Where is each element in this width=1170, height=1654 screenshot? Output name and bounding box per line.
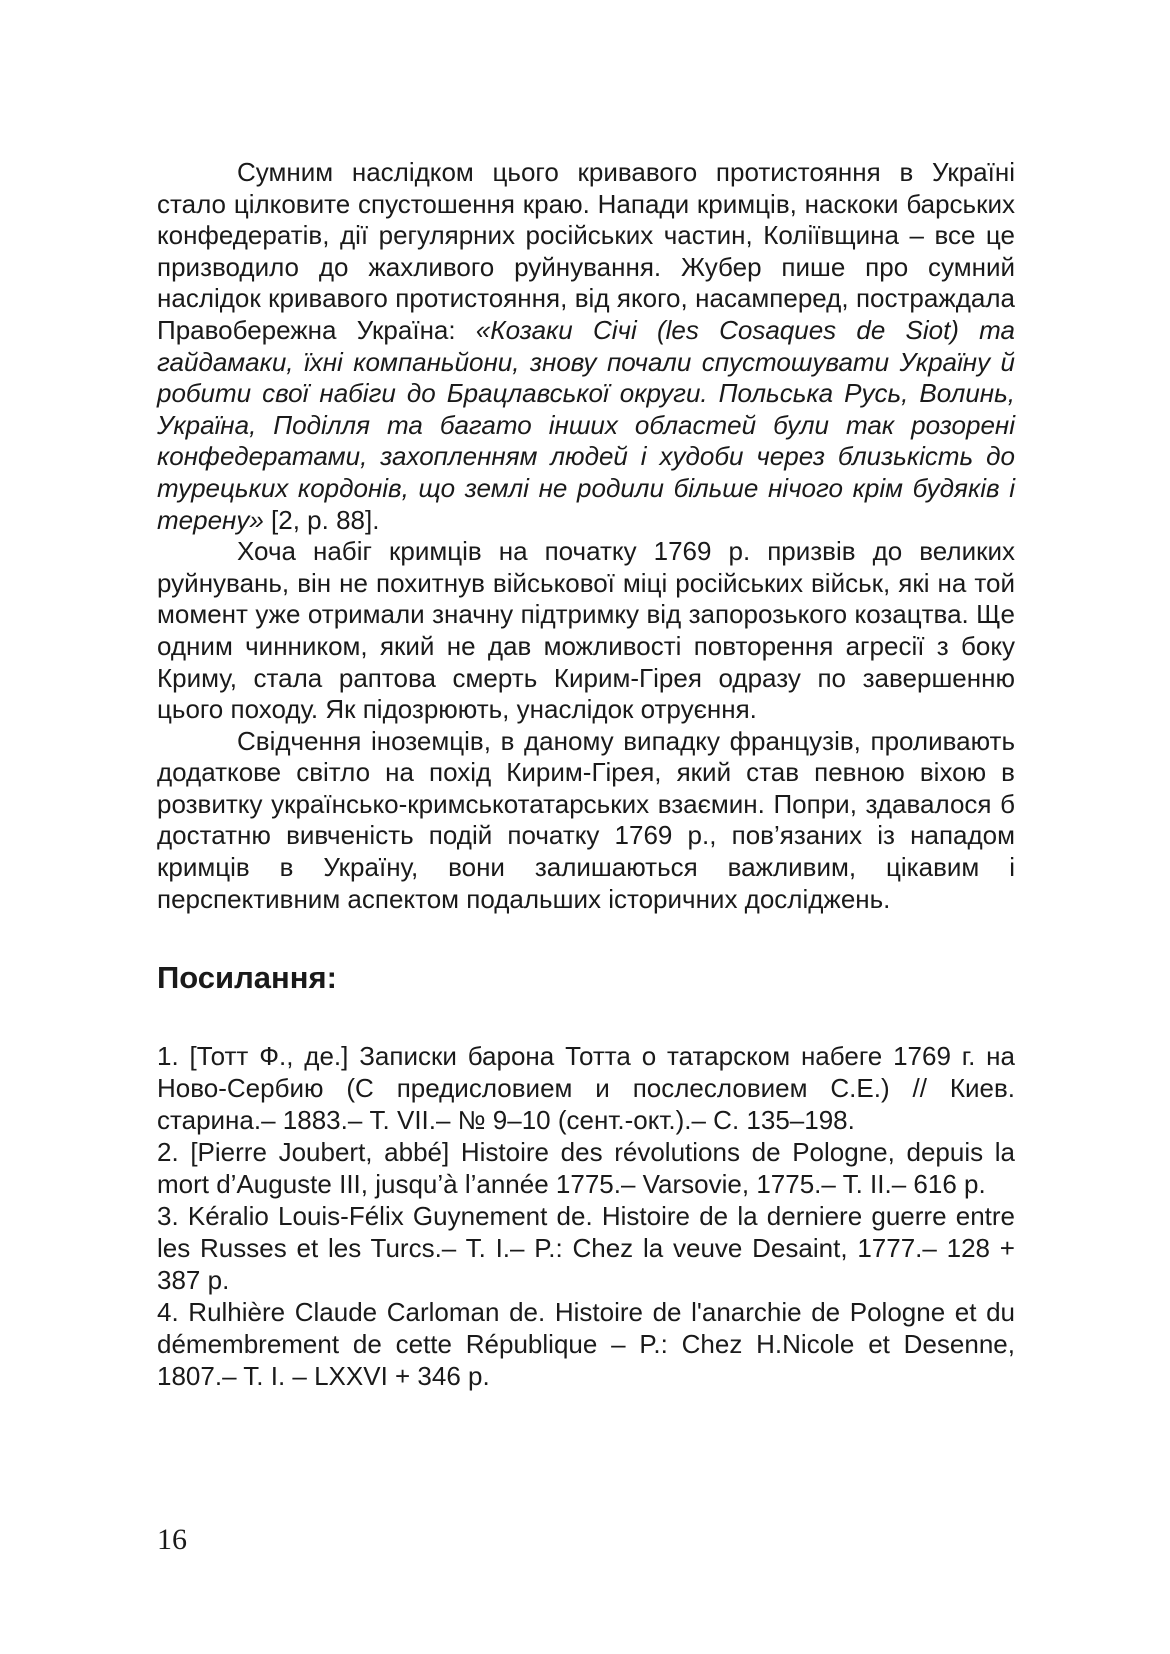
paragraph-1-text: Сумним наслідком цього кривавого протистояння в Україні стало цілковите спустошення краю. Напади кримців, наскоки барських конфедератів, дії регулярних російських частин, Коліївщина – все це призводило до жахливого руйнування. Жубер пише про сумний наслідок кривавого протистояння, від якого, насамперед, постраждала Правобережна Україна: [157, 157, 1015, 345]
paragraph-1-quote: «Козаки Січі (les Cosaques de Siot) та гайдамаки, їхні компаньйони, знову почали спустошувати Україну й робити свої набіги до Брацлавської округи. Польська Русь, Волинь, Україна, Поділля та багато інших областей були так розорені конфедератами, захопленням людей і худоби через близькість до турецьких кордонів, що землі не родили більше нічого крім будяків і терену» [157, 314, 1016, 535]
paragraph-1 [157, 157, 1015, 536]
reference-item-3: 3. Kéralio Louis-Félix Guynement de. Histoire de la derniere guerre entre les Russes et les Turcs.– T. I.– P.: Chez la veuve Desaint, 1777.– 128 + 387 p. [157, 1201, 1015, 1296]
references-list [157, 1040, 1015, 1392]
references-heading: Посилання: [157, 960, 337, 996]
reference-item-4: 4. Rulhière Claude Carloman de. Histoire de l'anarchie de Pologne et du démembrement de cette République – P.: Chez H.Nicole et Desenne, 1807.– T. I. – LXXVI + 346 p. [157, 1297, 1015, 1392]
paragraph-2: Хоча набіг кримців на початку 1769 р. призвів до великих руйнувань, він не похитнув військової міці російських військ, які на той момент уже отримали значну підтримку від запорозького козацтва. Ще одним чинником, який не дав можливості повторення агресії з боку Криму, стала раптова смерть Кирим-Гірея одразу по завершенню цього походу. Як підозрюють, унаслідок отруєння. [157, 536, 1015, 725]
reference-item-2: 2. [Pierre Joubert, abbé] Histoire des révolutions de Pologne, depuis la mort d’Auguste III, jusqu’à l’année 1775.– Varsovie, 1775.– T. II.– 616 p. [157, 1137, 1015, 1200]
page-body [157, 157, 1015, 1392]
paragraph-1-citation: [2, p. 88]. [263, 504, 380, 535]
reference-item-1: 1. [Тотт Ф., де.] Записки барона Тотта о татарском набеге 1769 г. на Ново-Сербию (С предисловием и послесловием С.Е.) // Киев. старина.– 1883.– Т. VII.– № 9–10 (сент.-окт.).– С. 135–198. [157, 1041, 1015, 1136]
page-number: 16 [157, 1523, 187, 1556]
paragraph-3: Свідчення іноземців, в даному випадку французів, проливають додаткове світло на похід Кирим-Гірея, який став певною віхою в розвитку українсько-кримськотатарських взаємин. Попри, здавалося б достатню вивченість подій початку 1769 р., пов’язаних із нападом кримців в Україну, вони залишаються важливим, цікавим і перспективним аспектом подальших історичних досліджень. [157, 725, 1015, 914]
